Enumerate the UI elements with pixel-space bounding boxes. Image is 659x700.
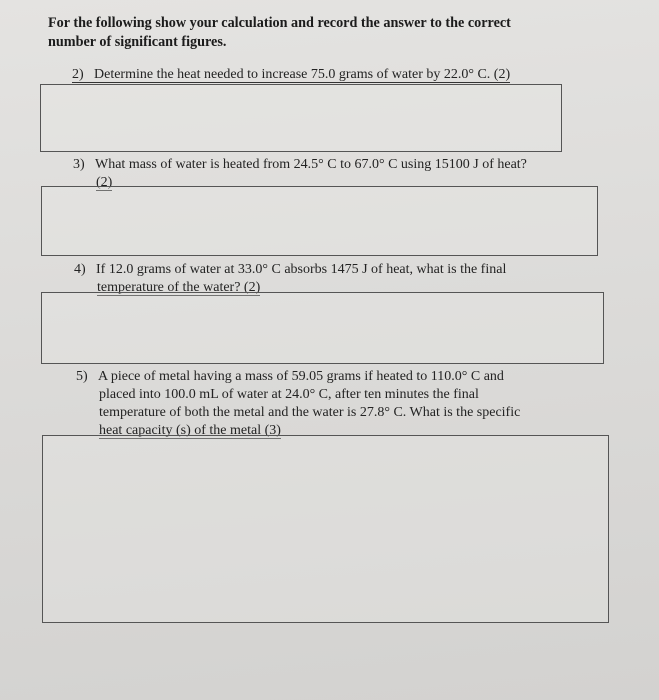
question-5-line-2: placed into 100.0 mL of water at 24.0° C, after ten minutes the final [99, 387, 479, 402]
answer-box-5[interactable] [42, 435, 609, 623]
answer-box-3[interactable] [41, 186, 598, 256]
question-4-line-1: If 12.0 grams of water at 33.0° C absorbs 1475 J of heat, what is the final [96, 262, 507, 277]
question-4-number: 4) [74, 262, 86, 277]
answer-box-4[interactable] [41, 292, 604, 364]
question-5-number: 5) [76, 369, 88, 384]
question-4-line-2: temperature of the water? (2) [97, 280, 261, 295]
question-2-number: 2) [72, 67, 84, 82]
instructions-line-1: For the following show your calculation and record the answer to the correct [48, 15, 511, 31]
question-5-line-3: temperature of both the metal and the water is 27.8° C. What is the specific [99, 405, 521, 420]
question-5-line-4: heat capacity (s) of the metal (3) [99, 423, 281, 438]
question-3-line-1: What mass of water is heated from 24.5° C to 67.0° C using 15100 J of heat? [95, 157, 527, 172]
question-5 [76, 368, 520, 440]
instructions-line-2: number of significant figures. [48, 34, 227, 50]
instructions [48, 14, 608, 52]
question-5-line-1: A piece of metal having a mass of 59.05 grams if heated to 110.0° C and [98, 369, 504, 384]
question-2 [72, 66, 510, 84]
question-2-line-1: Determine the heat needed to increase 75.0 grams of water by 22.0° C. (2) [94, 67, 511, 82]
question-3-number: 3) [73, 157, 85, 172]
question-2-text [72, 67, 510, 83]
question-3-line-2: (2) [96, 175, 113, 190]
answer-box-2[interactable] [40, 84, 562, 152]
